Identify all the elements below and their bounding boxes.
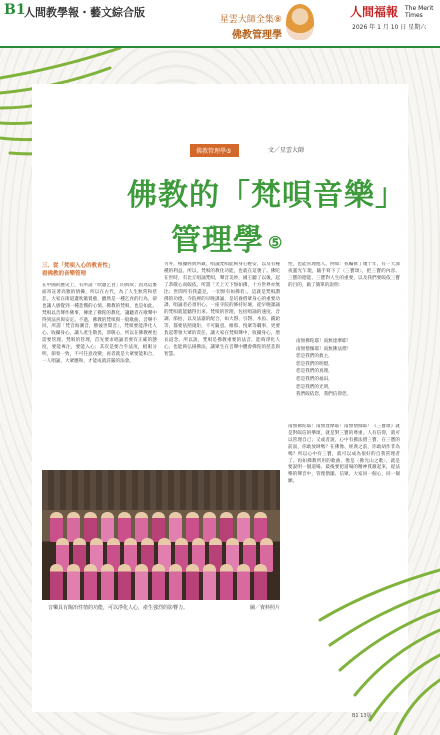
photo-figure (237, 564, 250, 600)
chant-line: 您是我們的救主， (296, 354, 333, 360)
newspaper-logo-en: The Merit Times (405, 5, 434, 19)
subheading (42, 262, 157, 278)
page-footer: B1 13版 (352, 713, 372, 719)
chant-line: 南無佛陀耶！南無達摩耶！ (296, 339, 352, 344)
photo-figure (50, 564, 63, 600)
photo-figure (152, 564, 165, 600)
photo-figure (84, 564, 97, 600)
photo-figure (101, 564, 114, 600)
article-column-3: 性，也能管理他人。例如：我編撰了幾十年，有一天深夜靈光乍現，隨手寫下了〈三寶頌〉，把三寶的內容、三寶的德能、三寶對人生的重要，以及我們要皈依三寶的目的，做了簡單的說明： (288, 262, 400, 288)
chant-line: 南無僧伽耶！南無佛法僧！ (296, 346, 352, 352)
subheading-line1: 三、從「梵唄入心的教育性」 (42, 263, 114, 269)
master-portrait-image (286, 4, 314, 40)
photo-credit: 圖／資料照片 (250, 605, 281, 611)
subheading-line2: 看佛教的音樂管理 (42, 271, 87, 277)
newspaper-logo: 人間福報 (350, 5, 399, 19)
headline-line2 (171, 215, 283, 259)
column-tag: 佛教管理學⑤ (190, 144, 239, 157)
article-photo (42, 470, 280, 600)
headline-number: ⑤ (268, 232, 284, 252)
photo-figure (118, 564, 131, 600)
byline: 文／星雲大師 (268, 147, 305, 154)
series-subtitle: 佛教管理學 (232, 30, 282, 41)
article-column-2: 另外，根據經典所載，唱誦梵唄能夠身心輕安，以及有種種的利益。所以，梵唄的教化功能，也就在這裏了。佛陀在世時，有比丘唱誦梵唄，聲音美妙，國王聽了以後，起了恭敬心而皈依。所謂「天上天下無如佛，十方世界亦無比；世間所有我盡見，一切無有如佛者」，這就是梵唄讚佛的功德。寺院裡的早晚課誦，是培養僧眾身心的重要功課，唱誦者必須用心。一座寺院的修持好壞，從早晚課誦的梵唄就能聽得出來。梵唄的管理，包括唱誦的速度、音調、節拍，以及法器的配合，如大磬、引磬、木魚、鐺鉿等，都要依照規矩，不可隨意。維那、悅眾等職事，更要負起帶領大眾的責任，讓大家在梵唄聲中，收攝身心，增長道念。所以說，梵唄是佛教重要的法音，能夠淨化人心，也能夠弘揚佛法，讓眾生在音聲中體會佛陀的慈悲與智慧。 (164, 262, 280, 357)
chant-line: 我們皈依您，我們信仰您， (296, 392, 352, 398)
section-title: 人間教學報・藝文綜合版 (24, 6, 145, 19)
article-column-1: 在中國的歷史上，有所謂「吹簫乞食」的典故；因為這裏面寄託著高雅的情操，所以在古代，為了人生無常和慈悲，大家在街道邊吹簫賣藝，雖然是一種乞食的行為，卻也讓人感覺到一種悲憫的心情。佛教的梵唄，也是如此。梵唄以音聲作佛事，傳達了佛陀的教化，讓聽者在歌聲中得到法喜與安定。不過，佛教的梵唄與一般歌曲、音樂不同，所謂「梵音海潮音，勝彼世間音」，梵唄要能淨化人心、收攝身心，讓人產生敬畏、恭敬心，所以在佛教裡也需要管理。梵唄的管理，首先要求唱誦者要有正確的態度，要能專注，要能入心；其次是要合乎法度，板眼分明，節奏一致，不可任意改變；再者就是大眾要能和合，一人唱誦，大眾應和，才能成就莊嚴的法會。 (42, 283, 157, 364)
issue-date: 2026 年 1 月 10 日 星期六 (352, 24, 427, 31)
chant-verse (296, 338, 400, 399)
photo-caption: 音樂具有陶冶性情的功能，可以淨化人心，產生強烈的影響力。 (48, 605, 189, 611)
photo-background-wall (42, 470, 280, 510)
series-title-block (192, 12, 282, 41)
chant-line: 您是我們的福田， (296, 376, 333, 382)
photo-figure (203, 564, 216, 600)
photo-figure (135, 564, 148, 600)
photo-figure (220, 564, 233, 600)
photo-figure (67, 564, 80, 600)
palm-leaf-decoration-bottom (300, 560, 440, 735)
photo-figure (254, 564, 267, 600)
photo-figure (186, 564, 199, 600)
page-number: B1 (4, 2, 26, 18)
chant-line: 您是我們的光明， (296, 384, 333, 390)
page-header (0, 0, 440, 48)
headline-text: 管理學 (171, 223, 264, 258)
series-title: 星雲大師全集⑧ (219, 15, 282, 25)
chant-line: 您是我們的明燈， (296, 361, 333, 367)
photo-figure (169, 564, 182, 600)
article-column-3-continued: 南無佛陀耶！南無達摩耶！南無僧伽耶！《三寶頌》就是對皈信的樂頌，就是對三寶的尊重。人有信仰，就可以管理自己；又或者說，心中有佛法僧三寶，在三寶的前面，你敢放肆嗎？在佛像、經典之前，你敢胡作非為嗎？所以心中有三寶，就可以成為很好的自我管理者了。再如佛教所用的歌曲，像是〈佛光山之歌〉，就是要說明一個道場，最後要把道場的精神貫徹起來，從法樂的聲音中，管理僧團、信眾，大家同一個心，同一個願。 (288, 424, 400, 485)
chant-line: 您是我們的真理， (296, 369, 333, 375)
headline-line1: 佛教的「梵唄音樂」 (127, 178, 406, 213)
